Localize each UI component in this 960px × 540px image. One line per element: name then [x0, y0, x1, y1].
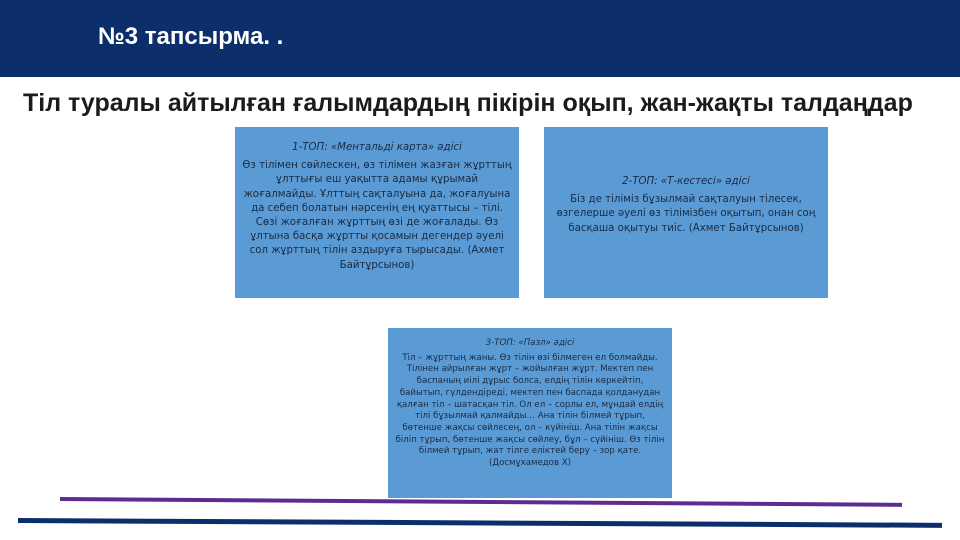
group-1-title: 1-ТОП: «Ментальді карта» әдісі [292, 142, 462, 153]
task-heading: Тіл туралы айтылған ғалымдардың пікірін оқып, жан-жақты талдаңдар [23, 89, 913, 117]
slide-title: №3 тапсырма. . [98, 23, 284, 50]
purple-divider [60, 497, 902, 507]
navy-divider [18, 518, 942, 528]
group-3-text: Тіл – жұрттың жаны. Өз тілін өзі білмеген ел болмайды. Тілінен айрылған жұрт – жойылған жұрт. Мектеп пен баспаның иілі дұрыс болса, елдің тілін көркейтіп, байытып, гүлдендіреді, мектеп пен баспада қолданудан қалған тіл – шатасқан тіл. Ол ел – сорлы ел, мұндай елдің тілі бұзылмай қалмайды… Ана тілін білмей тұрып, бөтенше жақсы сөйлесең, ол – күйініш. Ана тілін жақсы біліп тұрып, бөтенше жақсы сөйлеу, бұл – сүйініш. Өз тілін білмей тұрып, жат тілге еліктей беру – зор қате. (Досмұхамедов Х) [395, 352, 665, 469]
group-1-card [235, 127, 519, 298]
group-2-title: 2-ТОП: «Т-кестесі» әдісі [622, 176, 750, 187]
header-band [0, 0, 960, 77]
group-1-text: Өз тілімен сөйлескен, өз тілімен жазған жұрттың ұлттығы еш уақытта адамы құрымай жоғалмайды. Ұлттың сақталуына да, жоғалуына да себеп болатын нәрсенің ең қуаттысы – тілі. Сөзі жоғалған жұрттың өзі де жоғалады. Өз ұлтына басқа жұртты қосамын дегендер әуелі сол жұрттың тілін аздыруға тырысады. (Ахмет Байтұрсынов) [242, 160, 512, 271]
group-2-card [544, 127, 828, 298]
group-3-card [388, 328, 672, 498]
group-3-title: 3-ТОП: «Пазл» әдісі [485, 338, 575, 348]
group-2-text: Біз де тіліміз бұзылмай сақталуын тілесек, өзгелерше әуелі өз тілімізбен оқытып, онан соң басқаша оқытуы тиіс. (Ахмет Байтұрсынов) [556, 194, 816, 234]
